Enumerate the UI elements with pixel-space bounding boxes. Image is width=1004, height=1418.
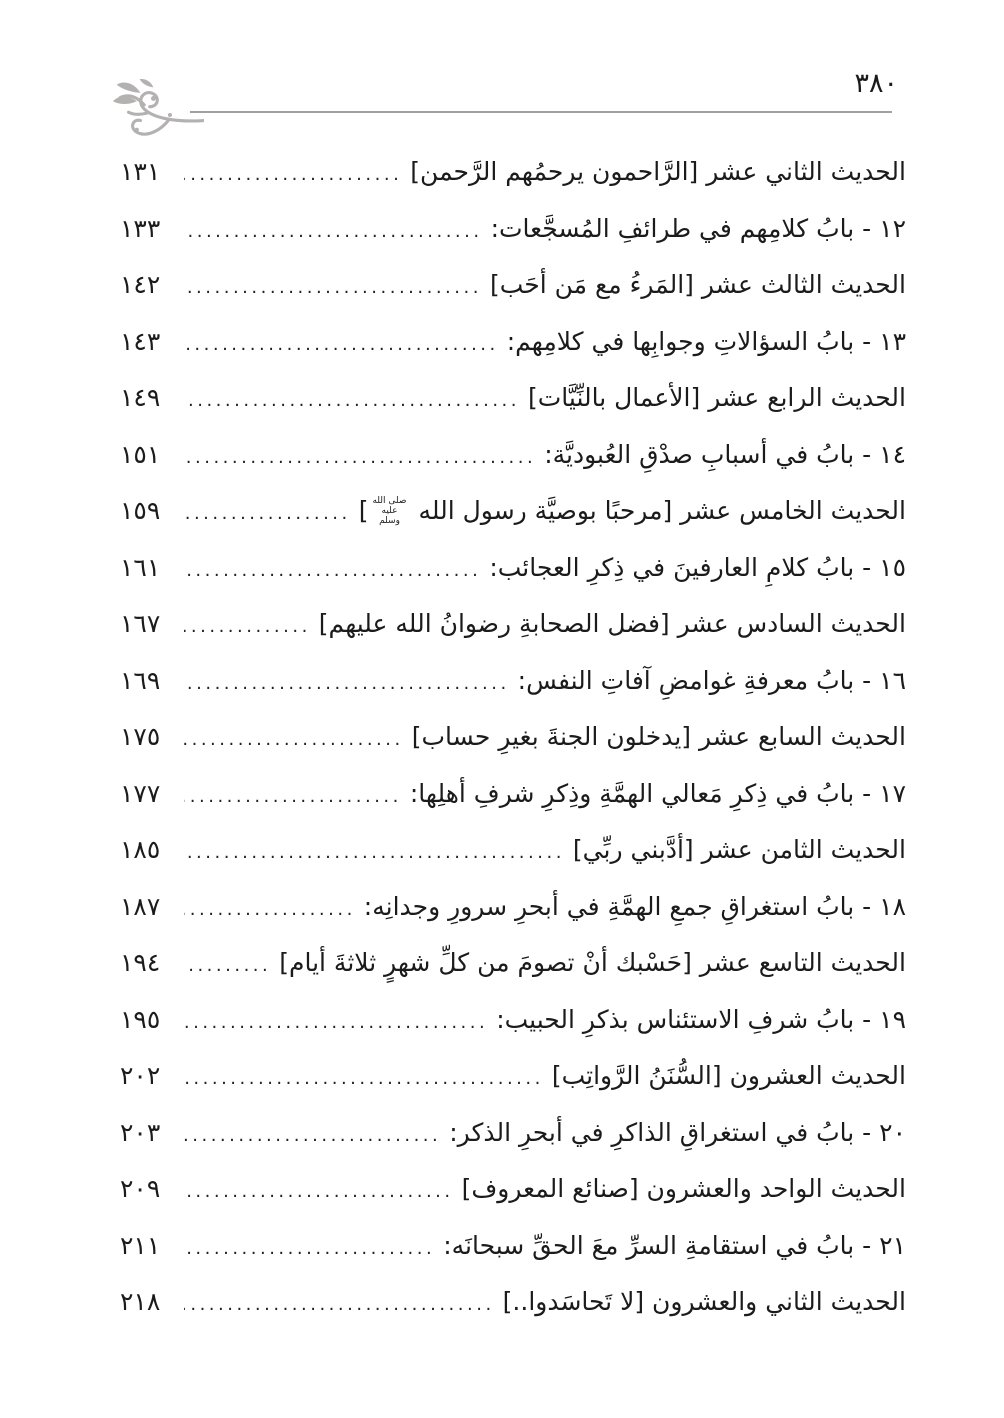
- floral-flourish-icon: [112, 76, 204, 154]
- toc-entry-title: الحديث الثاني عشر [الرَّاحمون يرحمُهم الرَّحمن]: [410, 157, 906, 186]
- toc-entry-page-number: ١٩٥: [120, 1004, 161, 1034]
- toc-entry-title: الحديث التاسع عشر [حَسْبك أنْ تصومَ من كلِّ شهرٍ ثلاثةَ أيام]: [279, 948, 906, 977]
- toc-entry-title: ١٥ - بابُ كلامِ العارفينَ في ذِكرِ العجائب:: [489, 552, 906, 582]
- toc-entry-title: الحديث الرابع عشر [الأعمال بالنِّيَّات]: [528, 383, 906, 412]
- dot-leader: [184, 277, 482, 298]
- toc-entry-title: ٢١ - بابُ في استقامةِ السرِّ معَ الحقِّ سبحانَه:: [443, 1230, 906, 1260]
- dot-leader: [184, 786, 402, 807]
- toc-entry-page-number: ٢٠٩: [120, 1174, 161, 1203]
- toc-entry-page-number: ١٤٣: [120, 326, 161, 356]
- toc-entry-title: ١٧ - بابُ في ذِكرِ مَعالي الهمَّةِ وذِكرِ شرفِ أهلِها:: [409, 778, 906, 808]
- toc-entry-title: الحديث الثاني والعشرون [لا تَحاسَدوا..]: [502, 1287, 906, 1316]
- toc-entry: [120, 598, 906, 655]
- toc-entry-title: ١٦ - بابُ معرفةِ غوامضِ آفاتِ النفس:: [517, 665, 906, 695]
- toc-entry-page-number: ١٣٣: [120, 213, 161, 243]
- toc-entry-title: ١٣ - بابُ السؤالاتِ وجوابِها في كلامِهم:: [506, 326, 906, 356]
- dot-leader: [184, 221, 483, 242]
- honorific-saw: صلى الله عليه وسلم: [372, 496, 407, 527]
- toc-entry: [120, 316, 906, 373]
- toc-entry: [120, 937, 906, 994]
- dot-leader: [184, 955, 271, 976]
- dot-leader: [184, 560, 481, 581]
- toc-entry-title: ١٢ - بابُ كلامِهم في طرائفِ المُسجَّعات:: [490, 213, 906, 243]
- toc-entry-title: ١٨ - بابُ استغراقِ جمعِ الهمَّةِ في أبحرِ سرورِ وجدانِه:: [363, 891, 906, 921]
- toc-entry: [120, 1220, 906, 1277]
- toc-entry-page-number: ١٦٩: [120, 665, 161, 695]
- toc-entry: [120, 429, 906, 486]
- toc-entry-page-number: ٢١٨: [120, 1287, 161, 1316]
- toc-entry: [120, 146, 906, 203]
- dot-leader: [184, 1181, 454, 1202]
- toc-entry-title: الحديث الخامس عشر [مرحبًا بوصيَّة رسول الله صلى الله عليه وسلم]: [358, 496, 906, 527]
- dot-leader: [184, 164, 402, 185]
- dot-leader: [184, 390, 520, 411]
- dot-leader: [184, 447, 536, 468]
- toc-entry-page-number: ١٥١: [120, 439, 161, 469]
- dot-leader: [184, 1238, 435, 1259]
- toc-entry-page-number: ١٨٥: [120, 835, 161, 864]
- table-of-contents: [120, 146, 906, 1333]
- toc-entry: [120, 1050, 906, 1107]
- toc-entry: [120, 1107, 906, 1164]
- toc-entry: [120, 1276, 906, 1333]
- toc-entry-page-number: ٢٠٣: [120, 1117, 161, 1147]
- toc-entry-title: ١٤ - بابُ في أسبابِ صدْقِ العُبوديَّة:: [544, 439, 906, 469]
- toc-entry-page-number: ١٨٧: [120, 891, 161, 921]
- dot-leader: [184, 1012, 488, 1033]
- dot-leader: [184, 334, 499, 355]
- toc-entry: [120, 994, 906, 1051]
- dot-leader: [184, 899, 356, 920]
- page-number: ٣٨٠: [854, 68, 898, 99]
- toc-entry-page-number: ١٦١: [120, 552, 161, 582]
- toc-entry: [120, 259, 906, 316]
- toc-entry: [120, 542, 906, 599]
- toc-entry-page-number: ٢٠٢: [120, 1061, 161, 1090]
- toc-entry-title: الحديث السادس عشر [فضل الصحابةِ رضوانُ الله عليهم]: [318, 609, 906, 638]
- toc-entry-page-number: ٢١١: [120, 1230, 161, 1260]
- toc-entry-page-number: ١٧٥: [120, 722, 161, 751]
- toc-entry: [120, 881, 906, 938]
- toc-entry-page-number: ١٧٧: [120, 778, 161, 808]
- dot-leader: [184, 616, 311, 637]
- toc-entry-title: الحديث الثامن عشر [أدَّبني ربِّي]: [572, 835, 906, 864]
- dot-leader: [184, 503, 351, 524]
- toc-entry: [120, 203, 906, 260]
- toc-entry-page-number: ١٣١: [120, 157, 161, 186]
- dot-leader: [184, 842, 565, 863]
- toc-entry: [120, 711, 906, 768]
- toc-entry: [120, 372, 906, 429]
- toc-entry-title: الحديث الواحد والعشرون [صنائع المعروف]: [461, 1174, 906, 1203]
- toc-entry-title: ٢٠ - بابُ في استغراقِ الذاكرِ في أبحرِ الذكر:: [449, 1117, 906, 1147]
- dot-leader: [184, 673, 510, 694]
- toc-entry-title: ١٩ - بابُ شرفِ الاستئناس بذكرِ الحبيب:: [496, 1004, 906, 1034]
- toc-entry: [120, 1163, 906, 1220]
- dot-leader: [184, 1068, 544, 1089]
- toc-entry-title: الحديث العشرون [السُّنَنُ الرَّواتِب]: [551, 1061, 906, 1090]
- toc-entry-page-number: ١٤٢: [120, 270, 161, 299]
- toc-entry-page-number: ١٩٤: [120, 948, 161, 977]
- header-rule: [190, 111, 892, 113]
- toc-entry-title: الحديث السابع عشر [يدخلون الجنةَ بغيرِ حساب]: [411, 722, 906, 751]
- dot-leader: [184, 729, 404, 750]
- toc-entry: [120, 768, 906, 825]
- toc-entry: [120, 824, 906, 881]
- dot-leader: [184, 1294, 495, 1315]
- toc-entry-title: الحديث الثالث عشر [المَرءُ مع مَن أحَب]: [489, 270, 906, 299]
- toc-entry: [120, 655, 906, 712]
- toc-entry-page-number: ١٥٩: [120, 496, 161, 526]
- dot-leader: [184, 1125, 441, 1146]
- toc-entry-page-number: ١٤٩: [120, 383, 161, 412]
- toc-entry: [120, 485, 906, 542]
- toc-entry-page-number: ١٦٧: [120, 609, 161, 638]
